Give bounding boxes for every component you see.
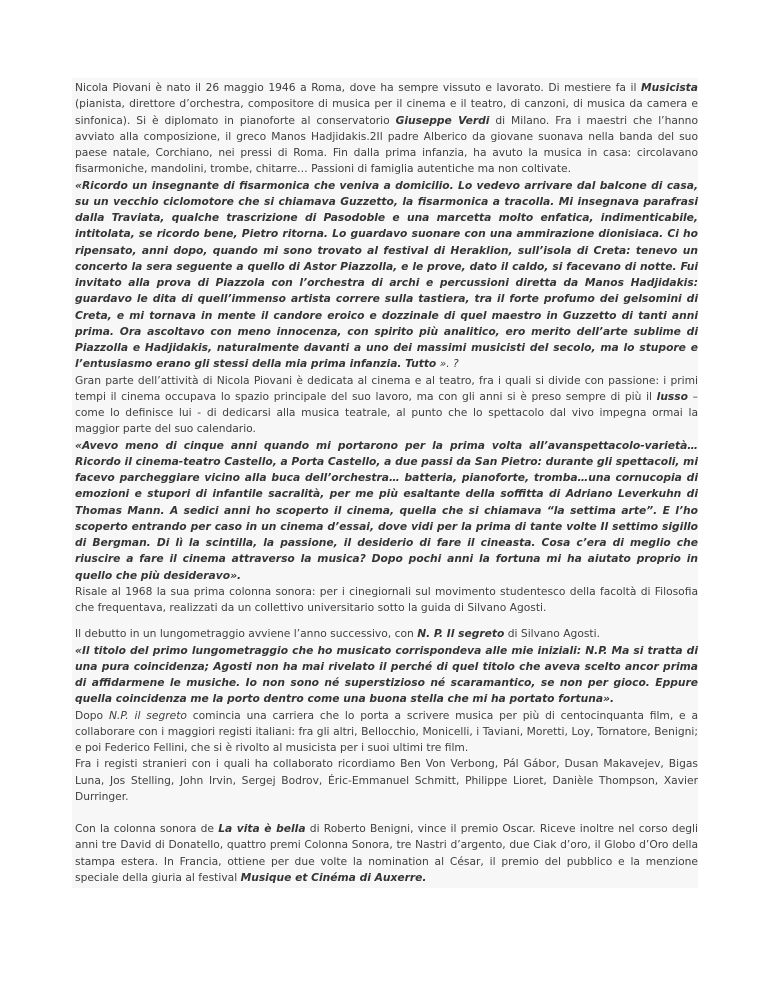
paragraph-first-soundtrack xyxy=(75,584,698,617)
emphasis-text: «Ricordo un insegnante di fisarmonica che veniva a domicilio. Lo vedevo arrivare dal balcone di casa, su un vecchio ciclomotore che si chiamava Guzzetto, la fisarmonica a tracolla. Mi insegnava parafrasi dalla Traviata, qualche trascrizione di Pasodoble e una marcetta molto enfatica, indimenticabile, intitolata, se ricordo bene, Pietro ritorna. Lo guardavo suonare con una ammirazione dionisiaca. Ci ho ripensato, anni dopo, quando mi sono trovato al festival di Heraklion, sull’isola di Creta: tenevo un concerto la sera seguente a quello di Astor Piazzolla, e le prove, dato il caldo, si facevano di notte. Fui invitato alla prova di Piazzola con l’orchestra di archi e percussioni diretta da Manos Hadjidakis: guardavo le dita di quell’immenso artista correre sulla tastiera, tra il forte profumo dei gelsomini di Creta, e mi tornava in mente il candore eroico e dozzinale di quel maestro in Guzzetto di tanti anni prima. Ora ascoltavo con meno innocenza, con spirito più analitico, ero merito dell’arte sublime di Piazzolla e Hadjidakis, naturalmente davanti a uno dei massimi musicisti del secolo, ma lo stupore e l’entusiasmo erano gli stessi della mia prima infanzia. Tutto xyxy=(75,178,698,371)
body-text: Risale al 1968 la sua prima colonna sonora: per i cinegiornali sul movimento studentesco della facoltà di Filosofia che frequentava, realizzati da un collettivo universitario sotto la guida di Silvano Agosti. xyxy=(75,584,698,614)
body-text: Gran parte dell’attività di Nicola Piovani è dedicata al cinema e al teatro, fra i quali si divide con passione: i primi tempi il cinema occupava lo spazio principale del suo lavoro, ma con gli anni si è preso sempre di più il xyxy=(75,373,698,403)
paragraph-awards xyxy=(75,821,698,886)
paragraph-cinema-theatre xyxy=(75,373,698,438)
body-text: (pianista, direttore d’orchestra, compositore di musica per il cinema e il teatro, di canzoni, di musica da camera e sinfonica). Si è diplomato in pianoforte al conservatorio xyxy=(75,97,698,127)
paragraph-spacer xyxy=(75,805,698,821)
emphasis-text: Giuseppe Verdi xyxy=(395,113,490,127)
emphasis-text: Musique et Cinéma di Auxerre. xyxy=(240,870,427,884)
body-text: Il debutto in un lungometraggio avviene l’anno successivo, con xyxy=(75,627,418,641)
body-text: comincia una carriera che lo porta a scrivere musica per più di centocinquanta film, e a collaborare con i maggiori registi italiani: fra gli altri, Bellocchio, Monicelli, i Taviani, Moretti, Loy, Tornatore, Benigni; e poi Federico Fellini, che si è rivolto al musicista per i suoi ultimi tre film. xyxy=(75,708,699,754)
emphasis-text: «Il titolo del primo lungometraggio che ho musicato corrispondeva alle mie iniziali: N.P. Ma si tratta di una pura coincidenza; Agosti non ha mai rivelato il perché di quel titolo che aveva scelto ancor prima di affidarmene le musiche. Io non sono né superstizioso né scaramantico, se non per gioco. Eppure quella coincidenza me la porto dentro come una buona stella che mi ha portato fortuna». xyxy=(75,643,698,706)
body-text: Fra i registi stranieri con i quali ha collaborato ricordiamo Ben Von Verbong, Pál Gábor, Dusan Makavejev, Bigas Luna, Jos Stelling, John Irvin, Sergej Bodrov, Éric-Emmanuel Schmitt, Philippe Lioret, Danièle Thompson, Xavier Durringer. xyxy=(75,757,698,803)
paragraph-biography-intro xyxy=(75,80,698,178)
paragraph-spacer xyxy=(75,616,698,626)
body-text: Nicola Piovani è nato il 26 maggio 1946 a Roma, dove ha sempre vissuto e lavorato. Di mestiere fa il xyxy=(75,81,642,94)
emphasis-text: Musicista xyxy=(641,81,698,94)
body-text: di Silvano Agosti. xyxy=(504,627,600,641)
document-body xyxy=(72,78,698,888)
body-text: di Milano. Fra i maestri che l’hanno avviato alla composizione, il greco Manos Hadjidakis.2Il padre Alberico da giovane suonava nella banda del suo paese natale, Corchiano, nei pressi di Roma. Fin dalla prima infanzia, ha avuto la musica in casa: circolavano fisarmoniche, mandolini, trombe, chitarre… Passioni di famiglia autentiche ma non coltivate. xyxy=(75,113,698,176)
italic-text: N.P. il segreto xyxy=(108,708,187,722)
quote-accordion-memory xyxy=(75,178,698,373)
quote-np-title xyxy=(75,643,698,708)
emphasis-text: «Avevo meno di cinque anni quando mi portarono per la prima volta all’avanspettacolo-varietà… Ricordo il cinema-teatro Castello, a Porta Castello, a due passi da San Pietro: durante gli spettacoli, mi facevo parcheggiare vicino alla buca dell’orchestra… batteria, pianoforte, tromba…una cornucopia di emozioni e stupori di infantile sacralità, per me più esaltante della soffitta di Adriano Leverkuhn di Thomas Mann. A sedici anni ho scoperto il cinema, quella che si chiamava “la settima arte”. E l’ho scoperto entrando per caso in un cinema d’essai, dove vidi per la prima di tante volte Il settimo sigillo di Bergman. Di lì la scintilla, la passione, il desiderio di fare il cineasta. Cosa c’era di meglio che riuscire a fare il cinema attraverso la musica? Dopo pochi anni la fortuna mi ha aiutato proprio in quello che più desideravo». xyxy=(75,438,698,582)
emphasis-text: lusso xyxy=(656,389,688,403)
body-text: di Roberto Benigni, vince il premio Oscar. Riceve inoltre nel corso degli anni tre David di Donatello, quattro premi Colonna Sonora, tre Nastri d’argento, due Ciak d’oro, il Globo d’Oro della stampa estera. In Francia, ottiene per due volte la nomination al César, il premio del pubblico e la menzione speciale della giuria al festival xyxy=(75,822,698,884)
paragraph-foreign-directors xyxy=(75,756,698,805)
emphasis-text: La vita è bella xyxy=(218,822,306,835)
paragraph-career xyxy=(75,708,698,757)
quote-cinema-discovery xyxy=(75,438,698,584)
body-text: – come lo definisce lui - di dedicarsi alla musica teatrale, al punto che lo spettacolo dal vivo impegna ormai la maggior parte del suo calendario. xyxy=(75,389,698,436)
body-text: Con la colonna sonora de xyxy=(75,822,219,835)
italic-text: ». ? xyxy=(436,357,459,371)
emphasis-text: N. P. Il segreto xyxy=(417,627,505,641)
paragraph-feature-debut xyxy=(75,626,698,642)
body-text: Dopo xyxy=(75,708,109,722)
